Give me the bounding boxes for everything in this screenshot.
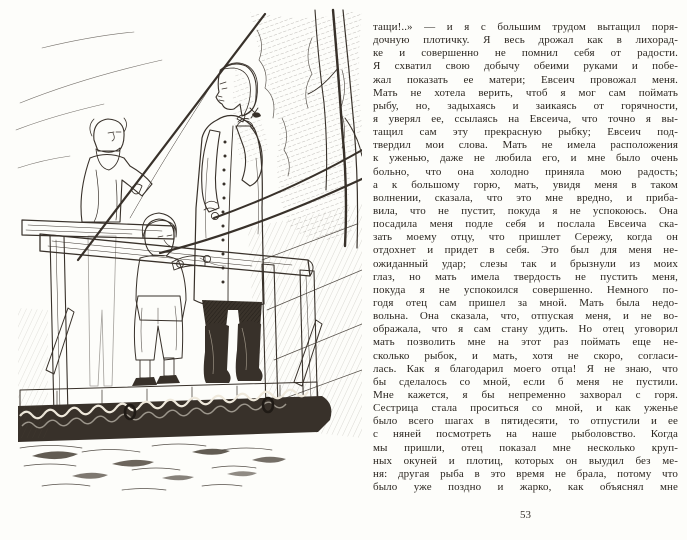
page-number: 53	[520, 509, 531, 521]
text-line: посадила меня подле себя и послала Евсеича ска-	[373, 218, 678, 231]
text-line: тащил сам эту прекрасную рыбку; Евсеич под-	[373, 126, 678, 139]
text-line: годя отец сам пришел за мной. Мать была недо-	[373, 296, 678, 309]
fishing-illustration	[12, 8, 362, 498]
text-line: Мать не хотела верить, чтоб я мог сам поймать	[373, 86, 678, 99]
text-line: было всего шагах в пятидесяти, то отпустили и ее	[373, 415, 678, 428]
text-line: отдохнет и придет в себя. Это был для меня не-	[373, 244, 678, 257]
text-line: ображала, что я сам стану удить. Но отец уговорил	[373, 323, 678, 336]
text-line: ня: другая рыба в это время не брала, потому что	[373, 467, 678, 480]
text-line: волнении, сказала, что это мне вредно, и приба-	[373, 191, 678, 204]
text-line: а к большому горю, мать, увидя меня в таком	[373, 178, 678, 191]
sky-sketch	[16, 32, 162, 168]
text-line: мать позволить мне на этот раз поймать еще не-	[373, 336, 678, 349]
text-line: зать моему отцу, что пришлет Сережу, когда он	[373, 231, 678, 244]
text-line: больно, что она холодно приняла мою радость;	[373, 165, 678, 178]
text-line: бы сделалось со мной, если б меня не пустили.	[373, 375, 678, 388]
water	[20, 444, 286, 490]
text-line: мы пришли, отец показал мне несколько круп-	[373, 441, 678, 454]
text-line: сколько рыбок, и мать, хотя не скоро, согласи-	[373, 349, 678, 362]
fishing-line	[130, 72, 220, 218]
text-line: Мне кажется, я бы непременно захворал с горя.	[373, 388, 678, 401]
text-line: к уженью, даже не любила его, и мне было очень	[373, 152, 678, 165]
text-line: Сестрица стала проситься со мной, и как уженье	[373, 402, 678, 415]
text-line: твердил мои слова. Мать не имела расположения	[373, 139, 678, 152]
text-line: рыбу, но, задыхаясь и заикаясь от горячности,	[373, 99, 678, 112]
text-line: дочную плотичку. Я весь дрожал как в лихорад-	[373, 34, 678, 47]
text-line: я уверял ее, ссылаясь на Евсеича, что точно я вы-	[373, 112, 678, 125]
left-bank-hatch	[18, 308, 48, 438]
text-line: Я схватил свою добычу обеими руками и побе-	[373, 60, 678, 73]
text-line: с няней посмотреть на наше рыболовство. Когда	[373, 428, 678, 441]
text-line: вила, что не пустит, покуда я не успокоюсь. Она	[373, 204, 678, 217]
text-line: было уже поздно и жарко, как объяснял мне	[373, 480, 678, 493]
text-line: ке и совершенно не помнил себя от радости.	[373, 47, 678, 60]
text-line: жал показать ее матери; Евсеич провожал меня.	[373, 73, 678, 86]
fishing-scene-engraving	[12, 8, 362, 498]
text-line: вольна. Она сказала, что, отпуская меня, и не во-	[373, 310, 678, 323]
text-line: ных окуней и плотиц, которых он выудил без ме-	[373, 454, 678, 467]
text-line: покуда я не успокоился совершенно. Немного по-	[373, 283, 678, 296]
text-line: глаз, но мать имела твердость не пустить меня,	[373, 270, 678, 283]
body-text	[373, 21, 678, 494]
coat-buttons	[222, 141, 227, 284]
text-line: ожиданный удар; слезы так и брызнули из моих	[373, 257, 678, 270]
text-line: лась. Как я благодарил моего отца! Я не знаю, что	[373, 362, 678, 375]
text-line: тащи!..» — и я с большим трудом вытащил поря-	[373, 21, 678, 33]
